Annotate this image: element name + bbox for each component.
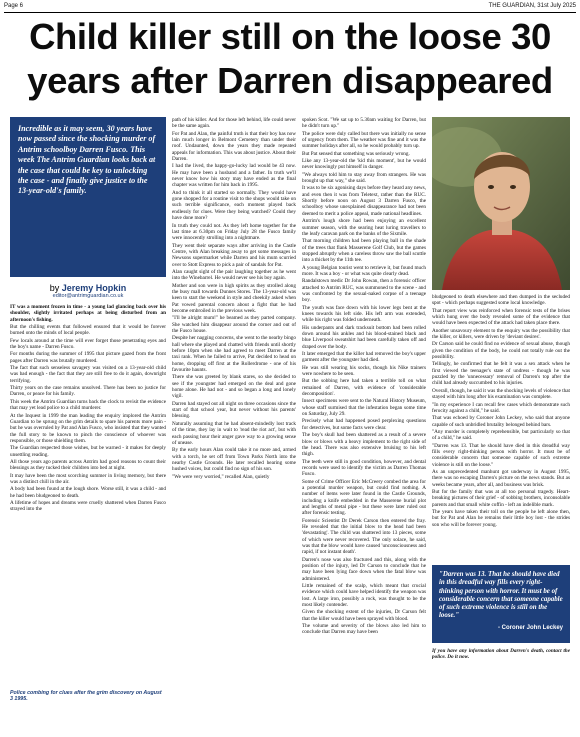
paragraph: For Pat and Alan, the painful truth is that their boy has now lain much longer in Belmont Cemetery than under their roof. Undaunted, down the years they made repeated appeals for information. This was about justice. About their Darren. (172, 130, 296, 163)
paragraph: Some of Crime Officer Eric McCreery combed the area for a potential murder weapon, but could find nothing. A number of items were later found in the Castle Grounds, including a knife embedded in the Masserene burial plot and lengths of metal pipe - but these were later ruled out after forensic testing. (302, 478, 426, 517)
paragraph: They went their separate ways after arriving in the Castle Centre, with Alan breaking away to get some messages in Newsons supermarket while Darren and his mum scurried over to Stott Express to pick a pair of sandals for Pat. (172, 242, 296, 268)
paragraph: A lifetime of hopes and dreams were cruelly shattered when Darren Fusco strayed into the (10, 499, 166, 513)
paragraph: If you have any information about Darren's death, contact the police. Do it now. (432, 648, 570, 661)
paragraph: "We always told him to stay away from strangers. He was brought up that way," she said. (302, 171, 426, 185)
paragraph: Dr Carson said he could find no evidence of sexual abuse, though given the condition of the body, he could not totally rule out the possibility. (432, 341, 570, 361)
article-column-1 (10, 304, 166, 688)
photo-caption: Police combing for clues after the grim discovery on August 3 1995. (10, 690, 162, 702)
paragraph: Insect specimens were sent to the Natural History Museum, whose staff surmised that the infestation began some time on Saturday, July 29. (302, 398, 426, 418)
paragraph: It was to be six agonising days before they heard any news, and even then it was from Teletext, rather than the RUC. Shortly before noon on August 3 Darren Fusco, the schoolboy whose unexplained disappearance had not been deemed to merit a police appeal, made national headlines. (302, 185, 426, 217)
article-column-4 (432, 294, 570, 564)
article-column-3 (302, 117, 426, 720)
paragraph: That morning children had been playing ball in the shade of the trees that flank Masserene Golf Club, but the games stopped abruptly when a careless throw saw the ball scuttle into a thicket by the 11th tee. (302, 238, 426, 264)
byline-prefix: by (49, 283, 60, 293)
paragraph: A young Belgian tourist went to retrieve it, but found much more. It was a boy - or what was quite clearly dead. (302, 264, 426, 277)
paragraph: His underpants and dark tracksuit bottom had been rolled down around his ankles and his blood-stained black and blue Liverpool sweatshirt had been carefully taken off and draped over the body. (302, 324, 426, 350)
paragraph: By the early hours Alan could take it no more and, armed with a torch, he set off from Town Parks North into the nearby Castle Grounds. He later recalled hearing some hushed voices, but could find no sign of his son. (172, 447, 296, 473)
author-email[interactable]: editor@antrimguardian.co.uk (52, 293, 124, 299)
byline (10, 283, 166, 299)
paragraph: The teeth were still in good condition, however, and dental records were used to identify the victim as Darren Thomas Fusco. (302, 458, 426, 478)
paragraph: Mother and son were in high spirits as they strolled along the busy mall towards Dunnes Stores. The 13-year-old was keen to start the weekend in style and cheekily asked when Pat vowed parental concern about a fight that he had become embroiled in the previous week. (172, 282, 296, 314)
folio-rule (4, 12, 576, 13)
paragraph: The youth was face down with his lower legs bent at the knees towards his left side. His left arm was extended, while his right was folded underneath. (302, 304, 426, 324)
paragraph: bludgeoned to death elsewhere and then dumped in the secluded spot - which perhaps suggested some local knowledge. (432, 294, 570, 307)
paragraph: The police were duly called but there was initially no sense of urgency from them. The weather was fine and it was the summer holidays after all, so he would probably turn up. (302, 130, 426, 150)
standfirst: Incredible as it may seem, 30 years have now passed since the shocking murder of Antrim schoolboy Darren Fusco. This week The Antrim Guardian looks back at the case that could be key to unlocking the case - and finally give justice to the 13-year-old's family. (18, 124, 156, 196)
paragraph: The volume and severity of the blows also led him to conclude that Darren may have been (302, 623, 426, 636)
paragraph: Tellingly, he confirmed that he felt it was a sex attack when he first viewed the teenager's state of undress - though he was puzzled by the 'unnecessary' removal of Darren's top after the child had already succumbed to his injuries. (432, 361, 570, 387)
pull-quote-attribution: - Coroner John Leckey (497, 624, 563, 631)
pull-quote (439, 571, 563, 632)
paragraph: Another unsavoury element to the enquiry was the possibility that the killer, or killers, were driven by 'deviant desires'. (432, 327, 570, 341)
paragraph: He was still wearing his socks, though his Nike trainers were nowhere to be seen. (302, 364, 426, 378)
paragraph: The Guardian respected those wishes, but be warned - it makes for deeply unsettling reading. (10, 445, 166, 458)
paragraph: Few locals around at the time will ever forget those penetrating eyes and the boy's name - Darren Fusco. (10, 337, 166, 351)
paragraph: Given the shocking extent of the injuries, Dr Carson felt that the killer would have been sprayed with blood. (302, 609, 426, 622)
paragraph: Alan caught sight of the pair laughing together as he went into the Winebarrel. He would never see his boy again. (172, 268, 296, 282)
paragraph: Precisely what had happened posed perplexing questions for detectives, but some facts were clear. (302, 418, 426, 431)
paragraph: Antrim's lough shore had been enjoying an excellent summer season, with the searing heat luring travellers to the leafy caravan park on the banks of the Sixmile. (302, 218, 426, 237)
paragraph: "Any murder is completely reprehensible, but particularly so that of a child," he said. (432, 428, 570, 442)
paragraph: But the sobbing here had taken a terrible toll on what remained of Darren, with evidence of 'considerable decomposition'. (302, 378, 426, 398)
paragraph: It later emerged that the killer had removed the boy's upper garment after the youngster had died. (302, 351, 426, 364)
byline-name-row (10, 283, 166, 293)
paragraph: IT was a moment frozen in time - a young lad glancing back over his shoulder, slightly irritated perhaps at being disturbed from an afternoon's fishing. (10, 304, 166, 323)
paragraph: But Pat sensed that something was seriously wrong. (302, 150, 410, 157)
paragraph: That report view was reinforced when forensic tests of the brises which hung over the body revealed some of the evidence that would have been expected of the attack had taken place there. (432, 307, 570, 327)
paragraph: "In my experience I can recall few cases which demonstrate such ferocity against a child," he said. (432, 401, 570, 414)
paragraph: The fact that such senseless savagery was visited on a 13-year-old child was bad enough - the fact that they are still free to do it again, downright terrifying. (10, 365, 166, 384)
article-column-2 (172, 117, 296, 720)
paragraph: Overall, though, he said it was the shocking levels of violence that stayed with him long after his examination was complete. (432, 387, 570, 401)
paragraph: Forensic Scientist Dr Derek Carson then entered the fray. He revealed that the initial blow to the head had been 'devastating'. The child was shattered into 13 pieces, some of which were never recovered. The only solace, he said, was that the blow would have caused 'unconsciousness and rapid, if not instant death'. (302, 517, 426, 556)
paragraph: As an unprecedented manhunt got underway in August 1995, there was no escaping Darren's picture on the news stands. But as weeks became years, after all, and business was brisk. (432, 468, 570, 488)
paragraph: Little remained of the scalp, which meant that crucial evidence which could have helped identify the weapon was lost. A large iron, possibly a rock, was thought to be the most likely contender. (302, 583, 426, 609)
paragraph: spoken Scot. "We sat up to 5.30am waiting for Darren, but he didn't turn up." (302, 117, 426, 130)
paragraph: Thirty years on the case remains unsolved. There has been no justice for Darren, or peace for his family. (10, 385, 166, 398)
paragraph: "We were very worried," recalled Alan, quietly (172, 473, 270, 480)
paragraph: The boy's skull had been shattered as a result of a severe blow or blows with a heavy implement to the right side of the head. There was also extensive bruising to his left thigh. (302, 432, 426, 458)
paragraph: But the chilling events that followed ensured that it would be forever burned onto the minds of local people. (10, 324, 166, 337)
paragraph: At the Inquest in 1999 the man leading the enquiry implored the Antrim Guardian to be sprung on the grim details to spare his parents more pain - but he was overruled by Pat and Alan Fusco, who insisted that they wanted the full story to be known to pinch the conscience of whoever was responsible, or those shielding them. (10, 412, 166, 444)
paragraph: That was echoed by Coroner John Leckey, who said that anyone capable of such unbridled brutality belonged behind bars. (432, 415, 570, 428)
paragraph: The years have taken their toll on the people he left alone then, but for Pat and Alan he remains their little boy lost - the strides son who will be forever young. (432, 509, 570, 528)
paragraph: Like any 13-year-old the 'kid this moment', but he would never knowingly put himself in danger. (302, 158, 426, 171)
paragraph: "Darren was 13. That he should have died in this dreadful way fills every right-thinking person with horror. It must be of considerable concern that someone capable of such extreme violence is still on the loose." (432, 442, 570, 468)
paragraph: This week the Antrim Guardian turns back the clock to revisit the evidence that may yet lead police to a child murderer. (10, 398, 166, 412)
paragraph: "I'll be alright mum!" he beamed as they parted company. She watched him disappear around the corner and out of the Fusco house. (172, 315, 296, 334)
page-number: Page 6 (4, 3, 24, 9)
standfirst-box (10, 117, 166, 277)
paragraph: path of his killer. And for those left behind, life could never be the same again. (172, 117, 296, 130)
article-column-4-end (432, 648, 570, 723)
author-name: Jeremy Hopkin (61, 283, 127, 293)
paragraph: For months during the summer of 1995 that picture gazed from the front pages after Darren was brutally murdered. (10, 351, 166, 364)
paragraph: Darren's nose was also fractured and this, along with the position of the injury, led Dr Carson to conclude that he may have been lying face down when the fatal blow was administered. (302, 556, 426, 582)
headline: Child killer still on the loose 30 years after Darren disappeared (27, 16, 553, 101)
paragraph: In truth they could not. As they left home together for the last time at 6.30pm on Friday July 28 the Fusco family were innocently strolling into a nightmare. (172, 222, 296, 242)
pull-quote-text: "Darren was 13. That he should have died in this dreadful way fills every right-thinking person with horror. It must be of considerable concern that someone capable of such extreme violence is still on the loose." (439, 571, 563, 620)
paragraph: All those years ago parents across Antrim had good reasons to count their blessings as they tucked their children into bed at night. (10, 458, 166, 472)
masthead-date: THE GUARDIAN, 31st July 2025 (488, 3, 576, 9)
paragraph: Naturally assuming that he had absent-mindedly lost track of the time, they lay in wait to 'read the riot act', but with each passing hour their anger gave way to a growing sense of unease. (172, 420, 296, 446)
paragraph: There she was greeted by blank stares, so she decided to see if the youngster had emerged on the deal and gone home alone. He had not - and so began a long and lonely vigil. (172, 374, 296, 400)
portrait-image (432, 117, 570, 290)
boy-portrait-photo (432, 117, 570, 290)
paragraph: And to think it all started so normally. They would have gone shopped for a routine visit to the shops would take on such terrible significance, each moment played back endlessly for clues. Were they being watched? Could they have done more? (172, 189, 296, 222)
paragraph: But for the family that was at all too personal tragedy. Heart-breaking pictures of their grief - of sobbing brothers, inconsolable parents and that small white coffin - left an indelible mark. (432, 488, 570, 508)
paragraph: It may have been the most scorching summer in living memory, but there was a distinct chill in the air. (10, 472, 166, 485)
paragraph: Darren had stayed out all night on three occasions since the start of that school year, but never without his parents' blessing. (172, 400, 296, 420)
paragraph: A body had been found at the lough shore. Worse still, it was a child - and he had been bludgeoned to death. (10, 486, 166, 499)
paragraph: Despite her nagging concerns, she went to the nearby bingo hall where she played and chatted with friends until shortly before 10pm when she had agreed to meet Darren at the taxi rank. When he failed to arrive, Pat decided to head on home, dropping off first at the Rollerdrome - one of his favourite haunts. (172, 335, 296, 374)
pull-quote-box (432, 565, 570, 643)
paragraph: Randalstown medic Dr John Rowan, then a forensic officer attached to Antrim RUC, was summoned to the scene - and was confronted by the sexual-naked corpse of a teenage boy. (302, 278, 426, 304)
paragraph: I had the lived, the happy-go-lucky lad would be 43 now. He may have been a husband and a father. In truth we'll never know how his story may have ended as the final chapter was written for him back in 1995. (172, 163, 296, 189)
